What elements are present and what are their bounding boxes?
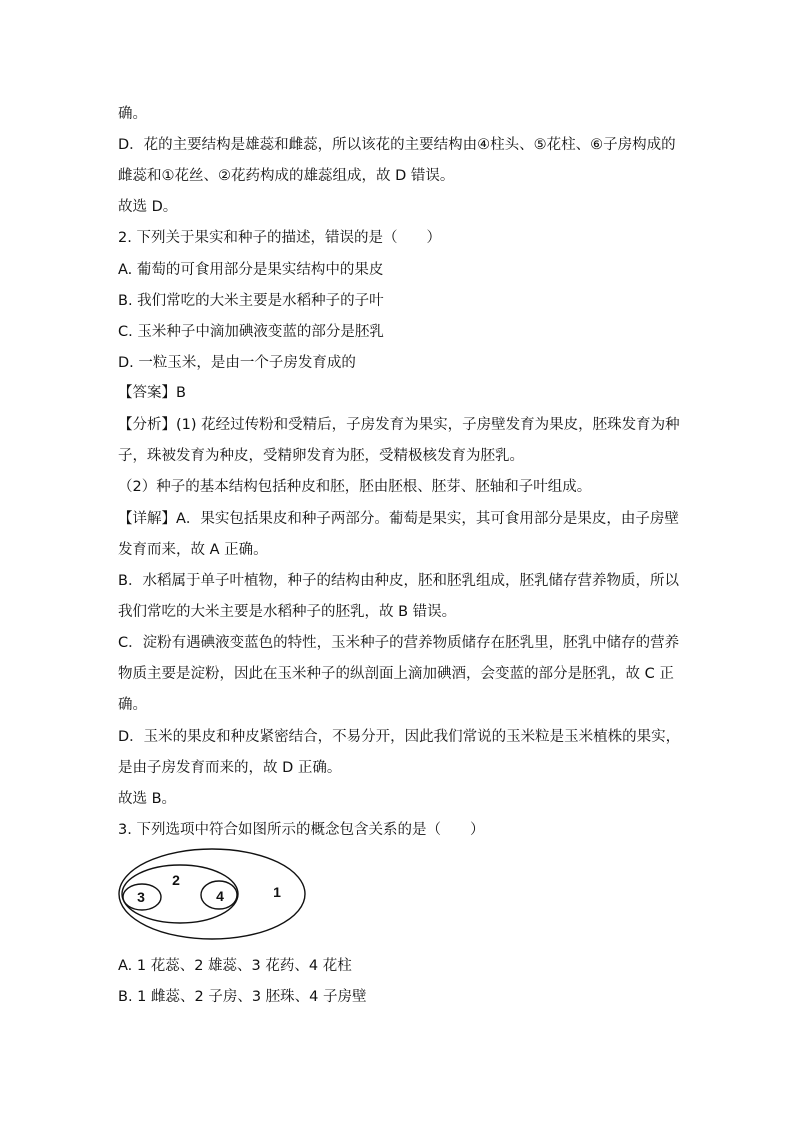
analysis-line: 子，珠被发育为种皮，受精卵发育为胚，受精极核发育为胚乳。 [118, 448, 524, 464]
explanation-line: 我们常吃的大米主要是水稻种子的胚乳，故 B 错误。 [118, 604, 457, 620]
question-3-stem: 3. 下列选项中符合如图所示的概念包含关系的是（ ） [118, 822, 485, 838]
explanation-line: 发育而来，故 A 正确。 [118, 542, 268, 558]
question-2-option-d: D. 一粒玉米，是由一个子房发育成的 [118, 355, 356, 371]
question-2-option-c: C. 玉米种子中滴加碘液变蓝的部分是胚乳 [118, 324, 384, 340]
question-3-option-b: B. 1 雌蕊、2 子房、3 胚珠、4 子房壁 [118, 989, 367, 1005]
text-line: 确。 [118, 106, 147, 122]
explanation-line: 确。 [118, 697, 147, 713]
concept-inclusion-diagram [118, 848, 318, 948]
label-3: 3 [137, 889, 145, 905]
label-2: 2 [172, 872, 180, 888]
explanation-line: B．水稻属于单子叶植物，种子的结构由种皮，胚和胚乳组成，胚乳储存营养物质，所以 [118, 573, 679, 589]
analysis-line: （2）种子的基本结构包括种皮和胚，胚由胚根、胚芽、胚轴和子叶组成。 [118, 479, 592, 495]
analysis-line: 【分析】(1) 花经过传粉和受精后，子房发育为果实，子房壁发育为果皮，胚珠发育为种 [118, 417, 680, 433]
text-line: 雌蕊和①花丝、②花药构成的雄蕊组成，故 D 错误。 [118, 168, 455, 184]
explanation-line: D．玉米的果皮和种皮紧密结合，不易分开，因此我们常说的玉米粒是玉米植株的果实， [118, 729, 681, 745]
text-line: D．花的主要结构是雄蕊和雌蕊，所以该花的主要结构由④柱头、⑤花柱、⑥子房构成的 [118, 137, 676, 153]
conclusion-line: 故选 B。 [118, 791, 177, 807]
question-2-stem: 2. 下列关于果实和种子的描述，错误的是（ ） [118, 230, 441, 246]
text-line: 故选 D。 [118, 199, 178, 215]
label-4: 4 [216, 888, 224, 904]
answer-line: 【答案】B [118, 385, 186, 401]
explanation-line: 物质主要是淀粉，因此在玉米种子的纵剖面上滴加碘酒，会变蓝的部分是胚乳，故 C 正 [118, 666, 674, 682]
question-2-option-a: A. 葡萄的可食用部分是果实结构中的果皮 [118, 262, 384, 278]
question-2-option-b: B. 我们常吃的大米主要是水稻种子的子叶 [118, 293, 384, 309]
explanation-line: 是由子房发育而来的，故 D 正确。 [118, 760, 342, 776]
label-1: 1 [273, 884, 281, 900]
question-3-option-a: A. 1 花蕊、2 雄蕊、3 花药、4 花柱 [118, 958, 352, 974]
explanation-line: C．淀粉有遇碘液变蓝色的特性，玉米种子的营养物质储存在胚乳里，胚乳中储存的营养 [118, 635, 680, 651]
explanation-line: 【详解】A．果实包括果皮和种子两部分。葡萄是果实，其可食用部分是果皮，由子房壁 [118, 511, 679, 527]
